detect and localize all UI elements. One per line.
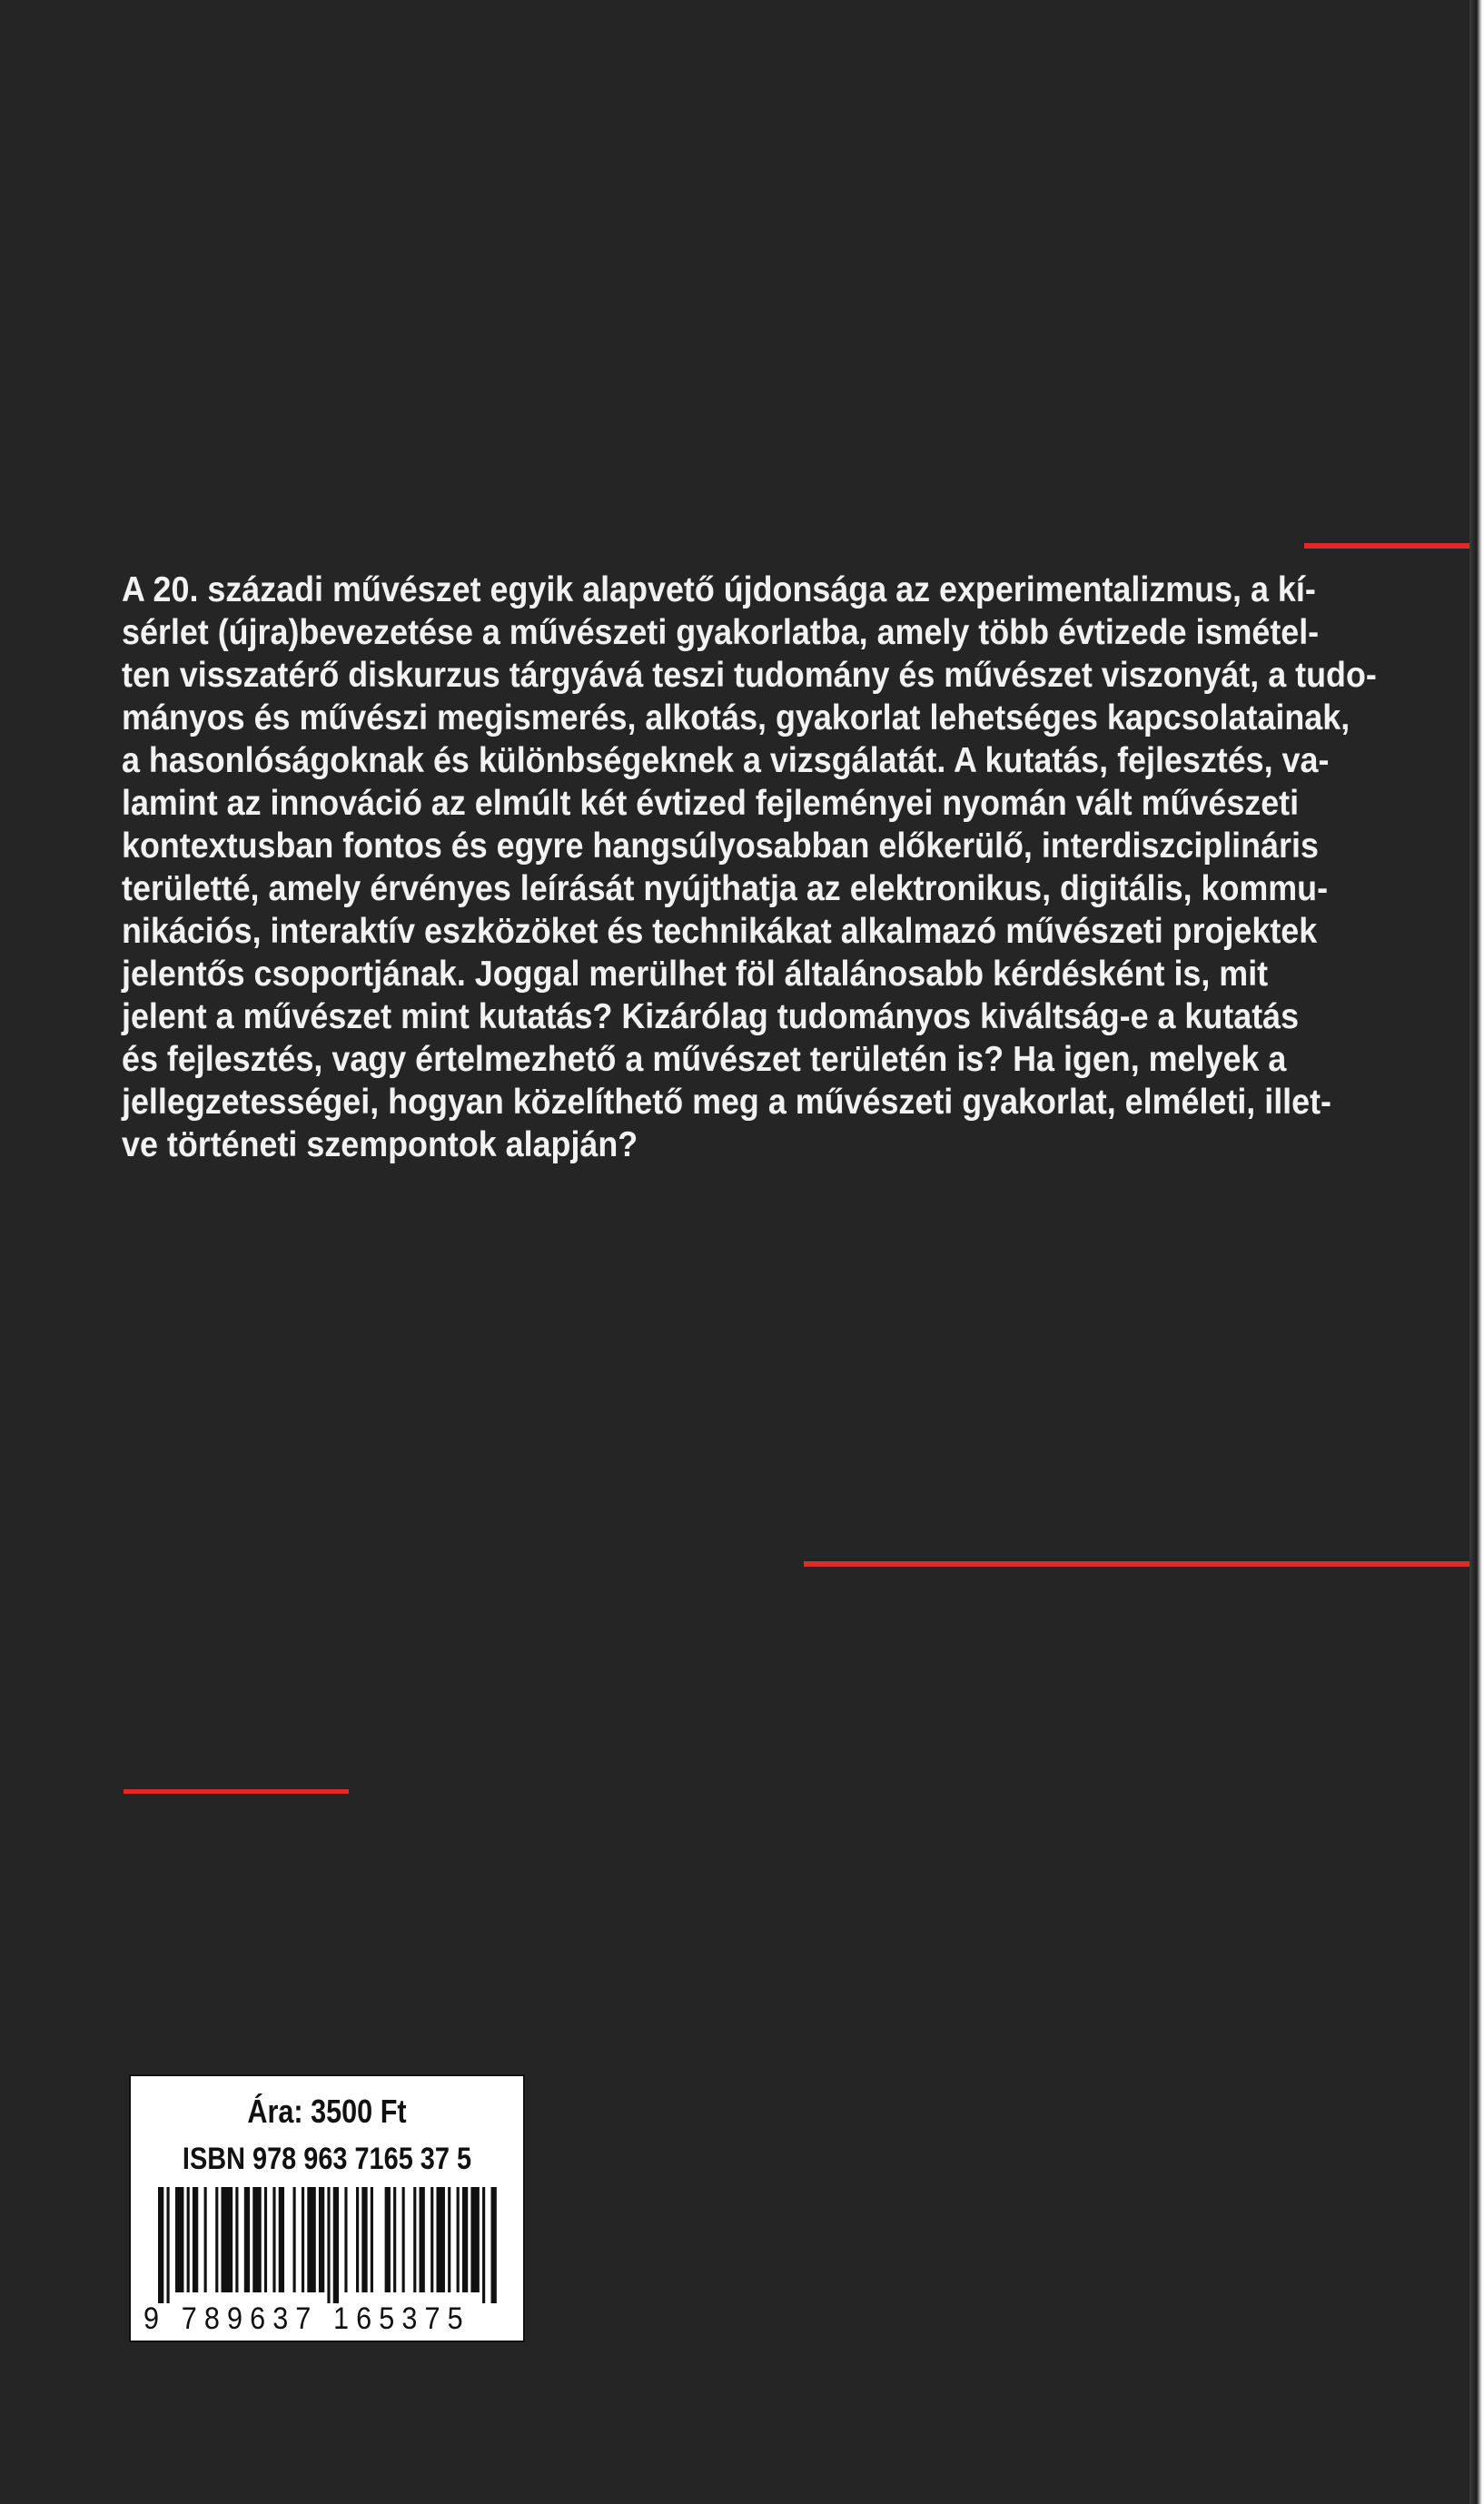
red-accent-line-top — [1304, 543, 1469, 549]
barcode-bar — [393, 2187, 396, 2292]
barcode-bar — [430, 2187, 433, 2292]
barcode-bar — [413, 2187, 416, 2292]
barcode-bar — [457, 2187, 460, 2292]
barcode-bar — [307, 2187, 315, 2292]
price-barcode-label — [129, 2074, 525, 2342]
barcode-bar — [158, 2187, 163, 2303]
barcode-bar — [327, 2187, 330, 2303]
barcode-bar — [272, 2187, 275, 2292]
barcode-bar — [319, 2187, 324, 2292]
barcode-bar — [333, 2187, 339, 2303]
barcode-bar — [491, 2187, 497, 2303]
barcode-bar — [215, 2187, 218, 2292]
barcode-bar — [244, 2187, 250, 2292]
blurb-line: ve történeti szempontok alapján? — [122, 1125, 638, 1164]
blurb-line: területté, amely érvényes leírását nyújthatja az elektronikus, digitális, kommu- — [122, 869, 1329, 908]
price-text: Ára: 3500 Ft — [247, 2093, 407, 2130]
barcode-bar — [482, 2187, 485, 2303]
barcode-bar — [175, 2187, 183, 2292]
barcode-bar — [252, 2187, 261, 2292]
barcode-bar — [385, 2187, 391, 2292]
barcode-bar — [222, 2187, 233, 2292]
blurb-line: a hasonlóságoknak és különbségeknek a vizsgálatát. A kutatás, fejlesztés, va- — [122, 741, 1330, 780]
blurb-line: A 20. századi művészet egyik alapvető újdonsága az experimentalizmus, a kí- — [122, 570, 1316, 609]
spine-edge — [1469, 0, 1484, 2504]
barcode-bar — [193, 2187, 198, 2292]
blurb-line: jelent a művészet mint kutatás? Kizárólag tudományos kiváltság-e a kutatás — [122, 997, 1300, 1036]
barcode-bar — [361, 2187, 367, 2292]
barcode-bar — [302, 2187, 304, 2292]
barcode-bar — [279, 2187, 284, 2292]
barcode-bar — [235, 2187, 238, 2292]
blurb-line: jelentős csoportjának. Joggal merülhet föl általánosabb kérdésként is, mit — [122, 955, 1269, 994]
barcode-bar — [470, 2187, 479, 2292]
barcode-bar — [166, 2187, 169, 2303]
blurb-line: kontextusban fontos és egyre hangsúlyosabban előkerülő, interdiszciplináris — [122, 826, 1319, 866]
blurb-line: jellegzetességei, hogyan közelíthető meg a művészeti gyakorlat, elméleti, illet- — [122, 1083, 1332, 1122]
isbn-text: ISBN 978 963 7165 37 5 — [182, 2142, 472, 2176]
blurb-line: mányos és művészi megismerés, alkotás, gyakorlat lehetséges kapcsolatainak, — [122, 698, 1350, 737]
barcode-bar — [187, 2187, 190, 2292]
red-accent-line-middle — [804, 1561, 1469, 1567]
blurb-text — [122, 569, 1377, 1166]
red-accent-line-lower — [124, 1789, 349, 1794]
barcode-bar — [356, 2187, 359, 2292]
barcode-bar — [344, 2187, 347, 2292]
barcode-bar — [293, 2187, 296, 2292]
blurb-line: ten visszatérő diskurzus tárgyává teszi tudomány és művészet viszonyát, a tudo- — [122, 656, 1377, 695]
barcode-bar — [448, 2187, 450, 2292]
barcode-bar — [371, 2187, 373, 2292]
barcode-bar — [462, 2187, 468, 2292]
barcode-bar — [204, 2187, 207, 2292]
blurb-line: lamint az innováció az elmúlt két évtized fejleményei nyomán vált művészeti — [122, 784, 1300, 823]
barcode-bar — [402, 2187, 405, 2292]
blurb-line: nikációs, interaktív eszközöket és technikákat alkalmazó művészeti projektek — [122, 912, 1318, 951]
barcode-bar — [420, 2187, 425, 2292]
blurb-line: sérlet (újra)bevezetése a művészeti gyakorlatba, amely több évtizede ismétel- — [122, 613, 1320, 652]
barcode-digits: 9 789637 165375 — [143, 2301, 470, 2336]
barcode-bar — [436, 2187, 444, 2292]
blurb-line: és fejlesztés, vagy értelmezhető a művészet területén is? Ha igen, melyek a — [122, 1040, 1287, 1079]
barcode-bar — [264, 2187, 267, 2292]
barcode-graphic — [158, 2187, 500, 2303]
